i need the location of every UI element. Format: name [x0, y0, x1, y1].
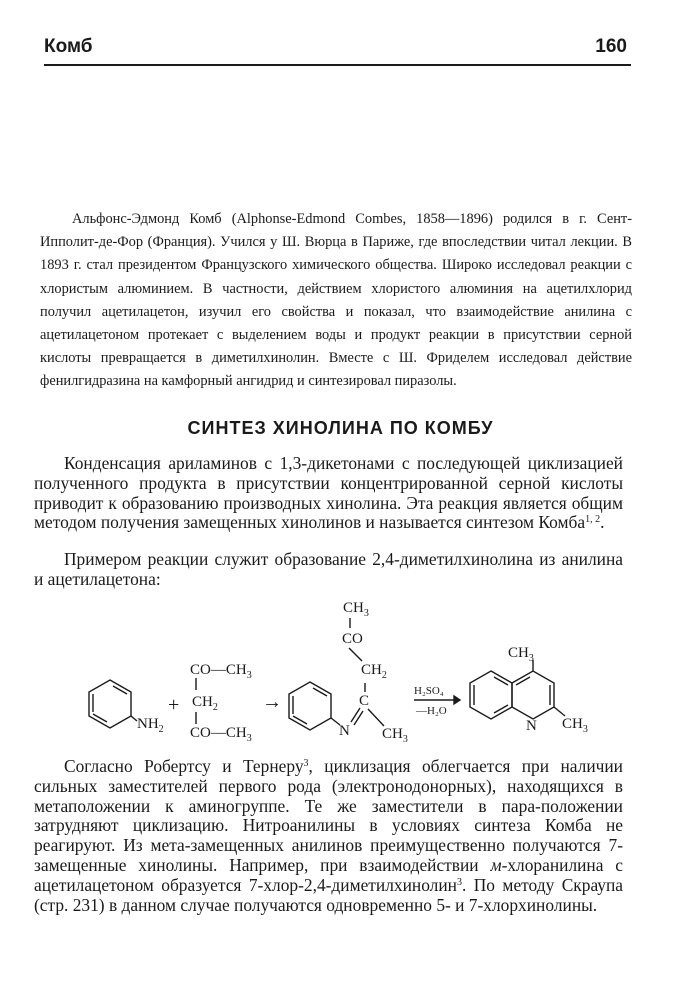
page-number: 160 [595, 36, 627, 57]
intermediate-n-label: N [339, 723, 350, 739]
intermediate-c-n-double-bond [351, 708, 360, 722]
intermediate-c-n-double-bond [354, 711, 363, 725]
intermediate-bond [368, 709, 384, 726]
intermediate-double-bond [293, 716, 307, 724]
intermediate-c-label: C [359, 693, 370, 709]
running-header-title: Комб [44, 36, 93, 57]
reaction-scheme [0, 590, 681, 750]
quinoline-structure [470, 645, 588, 735]
body-paragraph-3 [34, 757, 623, 915]
quinoline-ch3-top-label: $CH_3$ [508, 645, 534, 664]
intermediate-ch3-top-label: $CH_3$ [343, 600, 369, 619]
aniline-double-bond [93, 714, 107, 722]
quinoline-pyridine-ring [512, 671, 554, 719]
co-ch3-bottom-label: $CO—CH_3$ [190, 725, 252, 744]
quinoline-double-bond [516, 677, 530, 685]
body-paragraph-2: Примером реакции служит образование 2,4-диметилхинолина из анилина и ацетилацетона: [34, 549, 623, 589]
body-paragraph-1 [34, 454, 623, 533]
quinoline-double-bond [494, 677, 508, 685]
intermediate-co-label: CO [342, 631, 363, 647]
para3-mid1: , циклизация облегчается при наличии сильных заместителей первого рода (электронодонорных), находящихся в метаположении к аминогруппе. Те же заместители в пара-положении затрудняют циклизацию. Нитроанилины в условиях синтеза Комба не реагируют. Из мета-замещенных анилинов преимущественно получаются 7-замещенные хинолины. Например, при взаимодействии [34, 756, 623, 875]
para1-text: Конденсация ариламинов с 1,3-дикетонами с последующей циклизацией полученного продукта в присутствии концентрированной серной кислоты приводит к образованию производных хинолина. Эта реакция является общим методом получения замещенных хинолинов и называется синтезом Комба [34, 453, 623, 533]
ch2-label: $CH_2$ [192, 694, 218, 713]
intermediate-ch2-label: $CH_2$ [361, 662, 387, 681]
reference-superscript: 3 [456, 876, 462, 888]
para1-end: . [600, 512, 605, 533]
section-heading: СИНТЕЗ ХИНОЛИНА ПО КОМБУ [187, 418, 494, 438]
plus-sign: + [168, 694, 180, 716]
quinoline-ch3-right-label: $CH_3$ [562, 716, 588, 735]
reagent-h2o: —H₂O [416, 705, 447, 717]
quinoline-n-label: N [526, 718, 537, 734]
quinoline-benzo-ring [470, 671, 512, 719]
para3-start: Согласно Робертсу и Тернеру [64, 756, 304, 776]
aniline-ring [89, 680, 131, 728]
quinoline-methyl-bond [554, 707, 565, 716]
reaction-conditions [414, 685, 460, 717]
reaction-arrow-2-head [454, 696, 460, 704]
biography-paragraph: Альфонс-Эдмонд Комб (Alphonse-Edmond Combes, 1858—1896) родился в г. Сент-Ипполит-де-Фор (Франция). Учился у Ш. Вюрца в Париже, где впоследствии читал лекции. В 1893 г. стал президентом Французского химического общества. Широко исследовал реакции с хлористым алюминием. В частности, действием хлористого алюминия на ацетилхлорид получил ацетилацетон, изучил его свойства и показал, что взаимодействие анилина с ацетилацетоном протекает с выделением воды и продукт реакции в присутствии серной кислоты превращается в диметилхинолин. Вместе с Ш. Фриделем исследовал действие фенилгидразина на камфорный ангидрид и синтезировал пиразолы. [40, 211, 632, 390]
intermediate-structure [289, 600, 408, 745]
para3-end: . По методу Скраупа (стр. 231) в данном случае получаются одновременно 5- и 7-хлорхинолины. [34, 874, 623, 915]
meta-italic: м [490, 854, 502, 875]
intermediate-ch3-right-label: $CH_3$ [382, 726, 408, 745]
intermediate-bond [349, 648, 362, 661]
para3-mid2: -хлоранилина с ацетилацетоном образуется 7-хлор-2,4-диметилхинолин [34, 854, 624, 895]
co-ch3-top-label: $CO—CH_3$ [190, 662, 252, 681]
aniline-structure [89, 680, 164, 735]
reference-superscript: 1, 2 [585, 514, 601, 526]
aniline-double-bond [113, 686, 127, 694]
header-rule [44, 64, 631, 66]
aniline-nh2-label: $NH_2$ [137, 716, 164, 735]
reaction-arrow-1: → [262, 691, 282, 713]
intermediate-ring [289, 682, 331, 730]
acetylacetone-structure [190, 662, 252, 744]
quinoline-double-bond [494, 705, 508, 713]
intermediate-double-bond [313, 688, 327, 696]
reference-superscript: 3 [303, 758, 309, 769]
reagent-h2so4: H₂SO₄ [414, 685, 444, 697]
